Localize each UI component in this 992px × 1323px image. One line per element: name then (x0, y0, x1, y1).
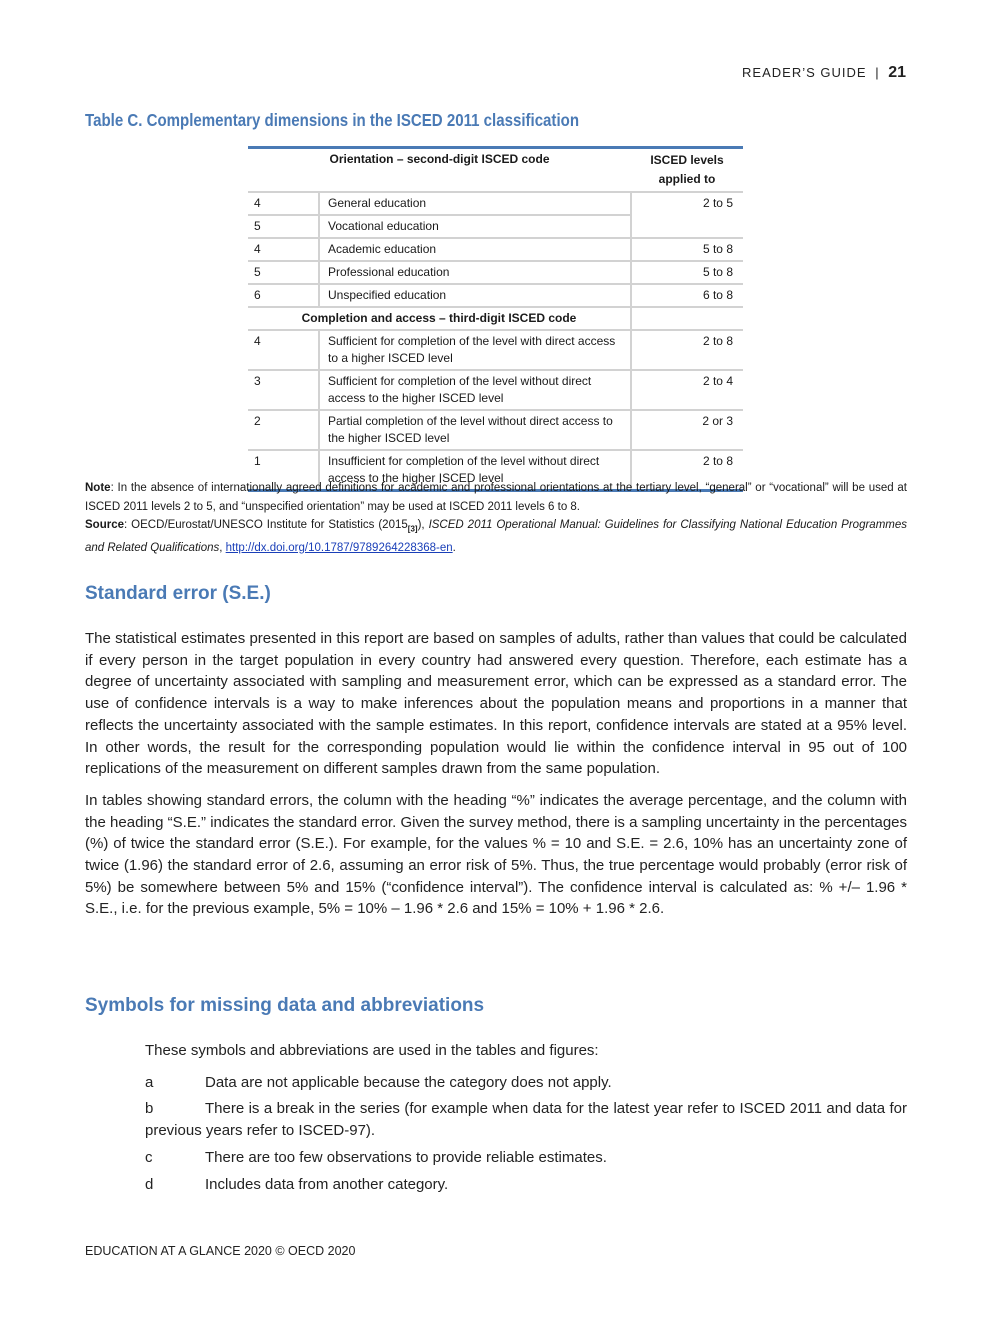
levels-cell: 2 to 5 (702, 196, 733, 210)
list-item (145, 1098, 907, 1141)
levels-cell: 2 to 8 (631, 330, 743, 370)
source-doi-link[interactable]: http://dx.doi.org/10.1787/9789264228368-en (225, 541, 453, 554)
code-cell: 1 (248, 450, 319, 491)
symbol-letter: a (145, 1073, 154, 1091)
source-text3: , (219, 541, 226, 554)
symbols-intro: These symbols and abbreviations are used in the tables and figures: (145, 1042, 599, 1059)
source-end: . (452, 541, 456, 554)
label-cell: Sufficient for completion of the level with direct access to a higher ISCED level (319, 330, 631, 370)
header-section: READER’S GUIDE (742, 65, 867, 80)
code-cell: 5 (248, 215, 319, 238)
label-cell: Partial completion of the level without direct access to the higher ISCED level (319, 410, 631, 450)
code-cell: 3 (248, 370, 319, 410)
note-paragraph (85, 479, 907, 516)
table-row (248, 330, 743, 370)
note-label: Note (85, 482, 111, 494)
levels-cell-empty (631, 307, 743, 330)
standard-error-body (85, 628, 907, 930)
source-label: Source (85, 519, 124, 531)
page-number: 21 (888, 64, 906, 81)
symbol-text: There are too few observations to provide reliable estimates. (205, 1148, 607, 1166)
completion-heading: Completion and access – third-digit ISCED code (248, 307, 631, 330)
page-footer: EDUCATION AT A GLANCE 2020 © OECD 2020 (85, 1244, 356, 1258)
label-cell: Vocational education (319, 215, 631, 238)
code-cell: 6 (248, 284, 319, 307)
label-cell: Professional education (319, 261, 631, 284)
body-paragraph: In tables showing standard errors, the column with the heading “%” indicates the average percentage, and the column with the heading “S.E.” indicates the standard error. Given the survey method, there is a sampling uncertainty in the percentages (%) of twice the standard error (S.E.). For example, for the values % = 10 and S.E. = 2.6, 10% has an uncertainty zone of twice (1.96) the standard error of 2.6, assuming an error risk of 5%. Thus, the true percentage would probably (error risk of 5%) be somewhere between 5% and 15% (“confidence interval”). The confidence interval is calculated as: % +/– 1.96 * S.E., i.e. for the previous example, 5% = 10% – 1.96 * 2.6 and 15% = 10% + 1.96 * 2.6. (85, 791, 907, 918)
standard-error-heading: Standard error (S.E.) (85, 583, 271, 604)
levels-cell: 2 to 4 (631, 370, 743, 410)
levels-cell: 2 to 8 (631, 450, 743, 491)
label-cell: Sufficient for completion of the level without direct access to the higher ISCED level (319, 370, 631, 410)
list-item (145, 1174, 907, 1196)
table-row (248, 284, 743, 307)
source-text: : OECD/Eurostat/UNESCO Institute for Statistics (2015 (124, 519, 408, 531)
label-cell: Academic education (319, 238, 631, 261)
code-cell: 5 (248, 261, 319, 284)
table-row (248, 261, 743, 284)
label-cell: General education (319, 192, 631, 215)
orientation-heading: Orientation – second-digit ISCED code (248, 148, 631, 193)
symbols-heading: Symbols for missing data and abbreviations (85, 995, 485, 1016)
code-cell: 2 (248, 410, 319, 450)
levels-cell: 6 to 8 (631, 284, 743, 307)
table-subheader-row (248, 307, 743, 330)
list-item (145, 1147, 907, 1169)
isced-table (248, 146, 743, 492)
table-row (248, 238, 743, 261)
list-item (145, 1072, 907, 1094)
note-text: : In the absence of internationally agreed definitions for academic and professional orientations at the tertiary level, “general” or “vocational” will be used at ISCED 2011 levels 2 to 5, and “unspecified orientation” may be used at ISCED 2011 levels 6 to 8. (85, 482, 907, 513)
table-row (248, 215, 743, 238)
symbols-list (145, 1040, 907, 1200)
symbol-letter: b (145, 1100, 154, 1118)
symbol-letter: d (145, 1175, 154, 1193)
levels-cell (631, 215, 743, 238)
source-paragraph (85, 516, 907, 557)
label-cell: Insufficient for completion of the level without direct access to the higher ISCED level (319, 450, 631, 491)
levels-cell: 5 to 8 (631, 238, 743, 261)
table-title: Table C. Complementary dimensions in the ISCED 2011 classification (85, 110, 580, 130)
source-text2: ), (417, 519, 429, 531)
source-ref: [3] (407, 524, 418, 534)
label-cell: Unspecified education (319, 284, 631, 307)
source-title: ISCED 2011 Operational Manual: Guidelines for Classifying National Education Programmes and Related Qualifications (85, 519, 907, 554)
body-paragraph: The statistical estimates presented in this report are based on samples of adults, rather than values that could be calculated if every person in the target population in every country had answered every question. Therefore, each estimate has a degree of uncertainty associated with sampling and measurement error, which can be expressed as a standard error. The use of confidence intervals is a way to make inferences about the population means and proportions in a manner that reflects the uncertainty associated with the sample estimates. In this report, confidence intervals are stated at a 95% level. In other words, the result for the corresponding population would lie within the confidence interval in 95 out of 100 replications of the measurement on different samples drawn from the same population. (85, 630, 907, 778)
code-cell: 4 (248, 330, 319, 370)
levels-cell: 5 to 8 (631, 261, 743, 284)
table-row (248, 410, 743, 450)
table-header-row (248, 148, 743, 193)
running-header (742, 64, 906, 82)
table-row (248, 192, 743, 215)
levels-cell: 2 or 3 (631, 410, 743, 450)
symbol-text: Data are not applicable because the category does not apply. (205, 1073, 612, 1091)
code-cell: 4 (248, 192, 319, 215)
table-notes (85, 479, 907, 557)
symbol-letter: c (145, 1148, 153, 1166)
symbol-text: Includes data from another category. (205, 1175, 449, 1193)
header-separator: | (875, 65, 880, 80)
table-row (248, 370, 743, 410)
code-cell: 4 (248, 238, 319, 261)
symbol-text: There is a break in the series (for example when data for the latest year refer to ISCED 2011 and data for previous years refer to ISCED-97). (145, 1100, 907, 1140)
levels-heading: ISCED levels applied to (631, 148, 743, 193)
